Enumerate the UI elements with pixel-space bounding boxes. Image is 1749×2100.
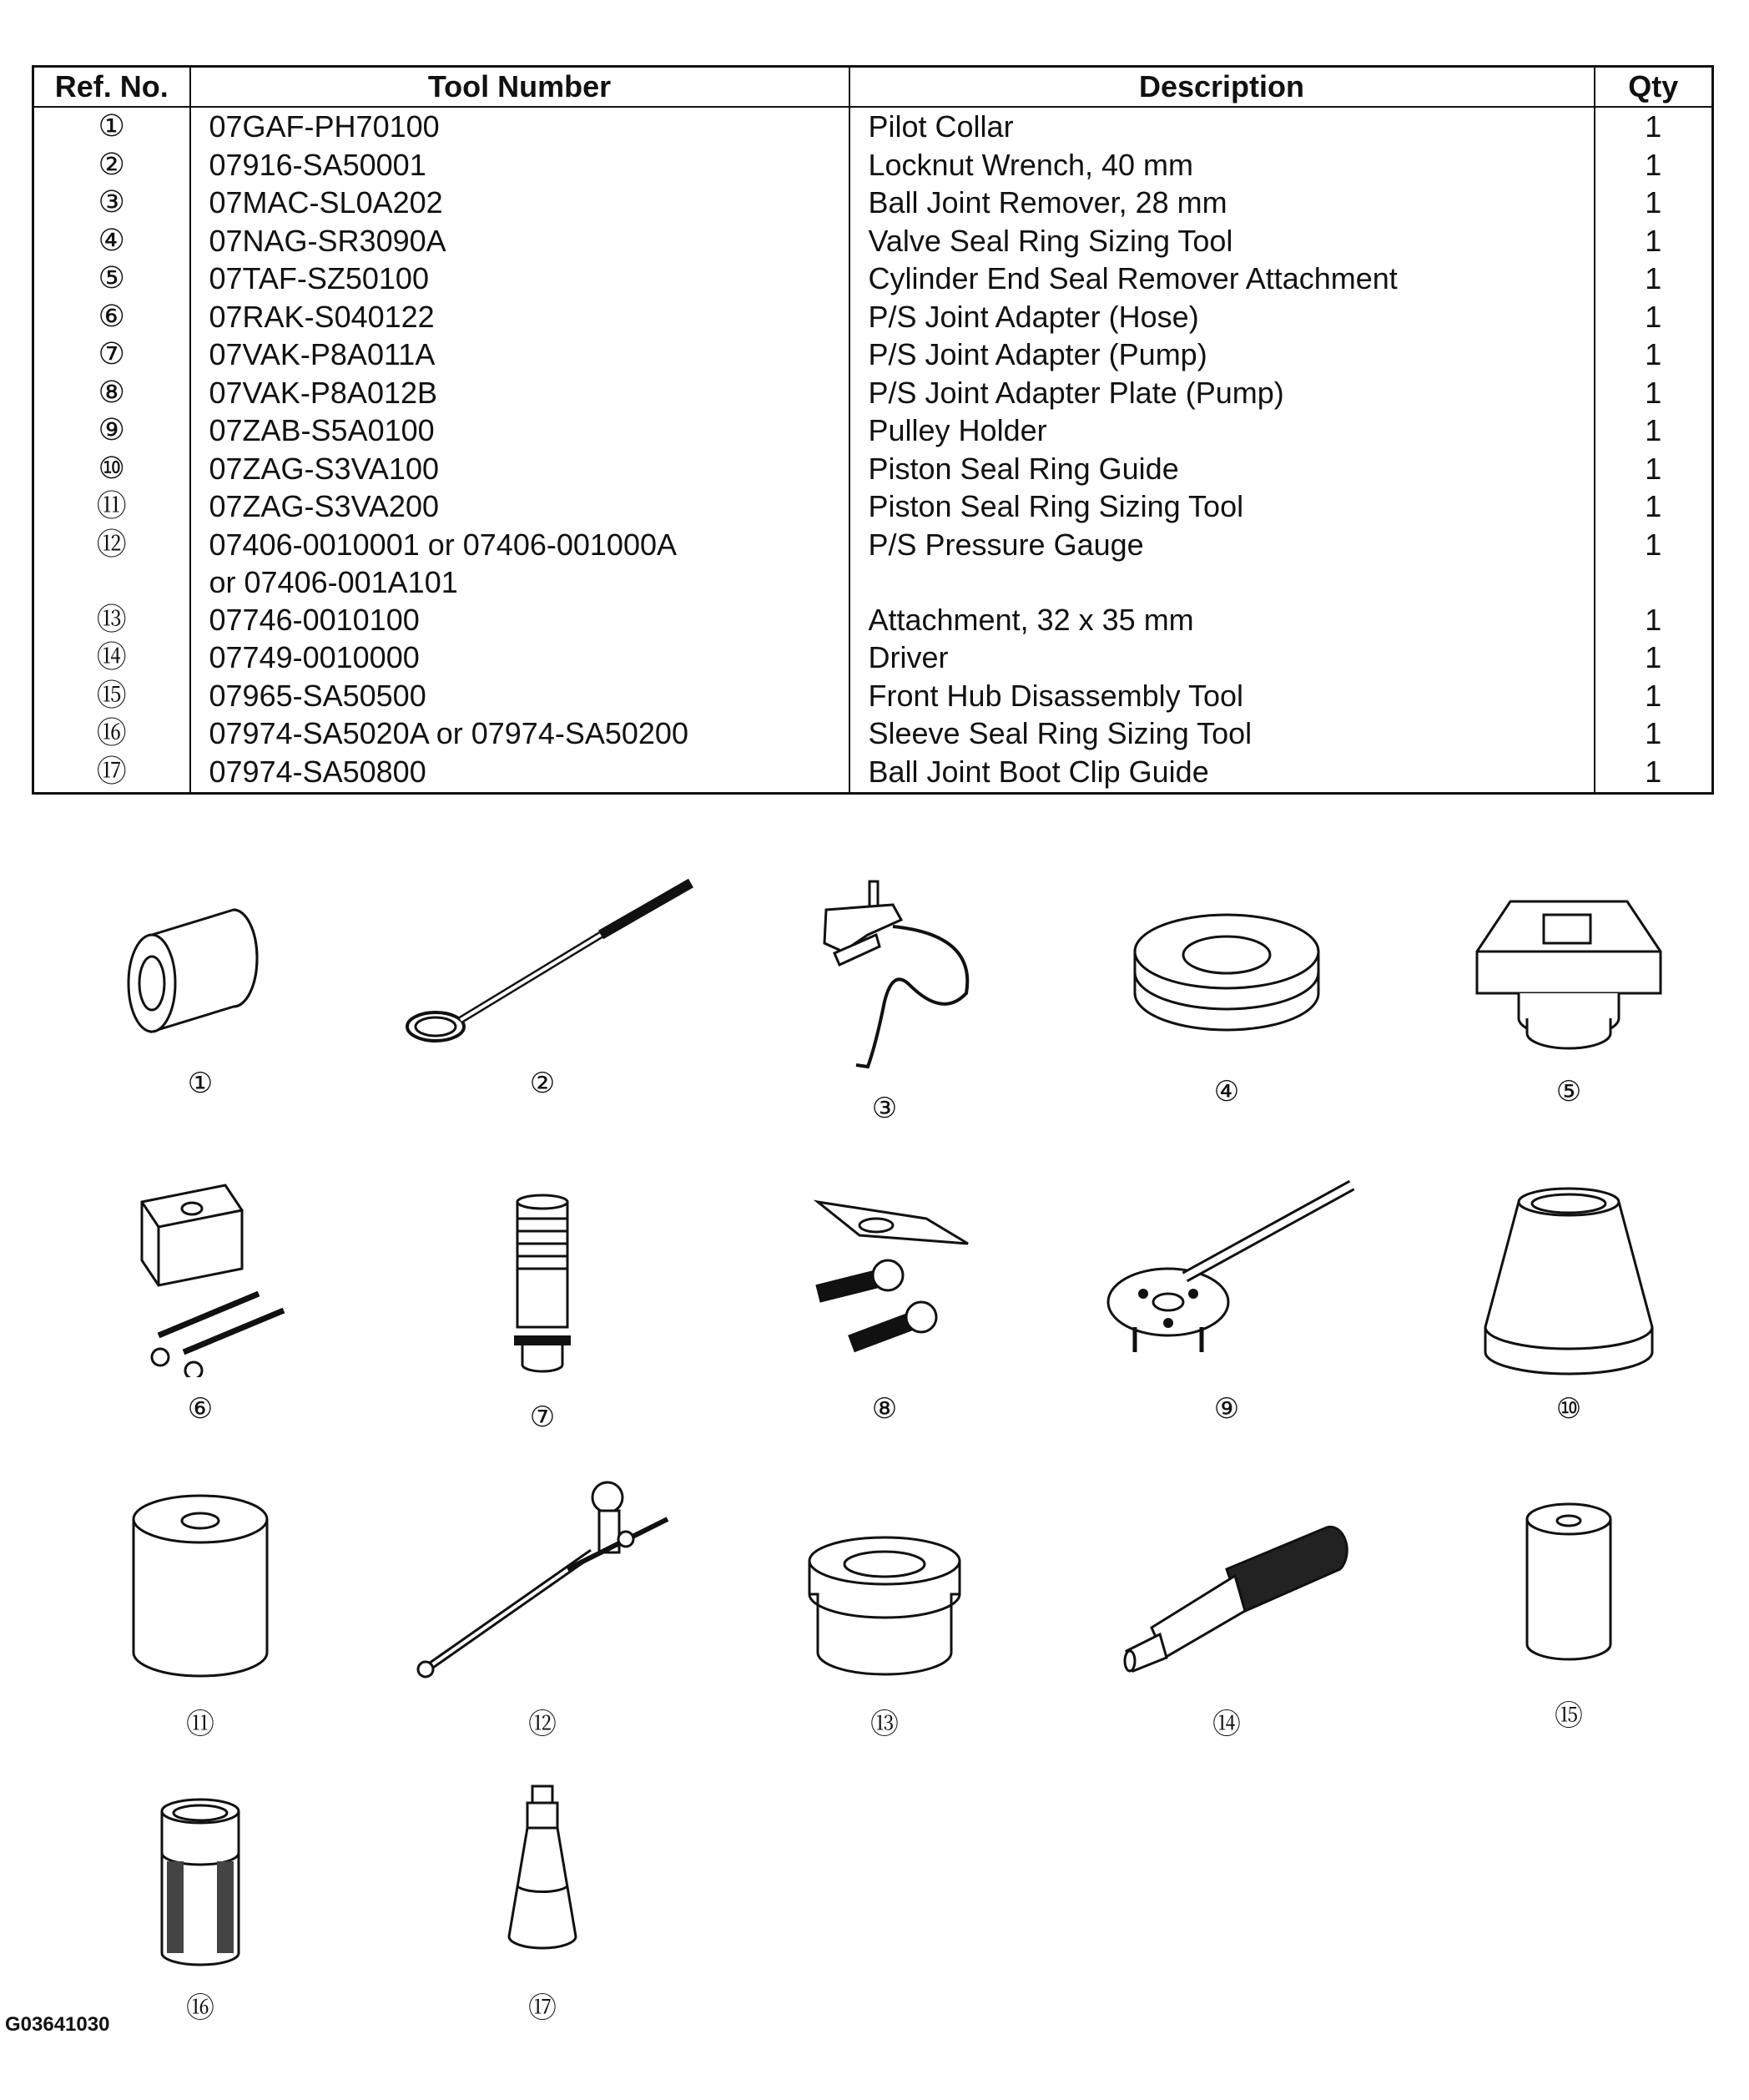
figure-6 [50,1177,350,1426]
figure-number: ⑥ [187,1392,214,1426]
qty: 1 [1595,260,1713,298]
sleeve-seal-ring-sizing-tool-icon [117,1786,284,1970]
description: P/S Joint Adapter (Pump) [849,336,1595,374]
description: Ball Joint Boot Clip Guide [849,753,1595,794]
tool-number: 07NAG-SR3090A [190,222,849,260]
ball-joint-boot-clip-guide-icon [459,1778,626,1970]
qty: 1 [1595,411,1713,450]
table-row [33,374,1713,412]
qty: 1 [1595,107,1713,146]
figure-13 [734,1519,1035,1742]
tool-number: 07MAC-SL0A202 [190,184,849,222]
table-row [33,714,1713,753]
table-row [33,184,1713,222]
ref-no: ⑫ [33,526,190,601]
piston-seal-ring-guide-icon [1469,1177,1669,1377]
ref-no: ⑥ [33,298,190,336]
table-row [33,601,1713,639]
special-tools-table [32,65,1714,795]
figure-11 [50,1486,350,1742]
tool-number: 07GAF-PH70100 [190,107,849,146]
description: P/S Joint Adapter Plate (Pump) [849,374,1595,412]
tool-number: 07RAK-S040122 [190,298,849,336]
qty: 1 [1595,222,1713,260]
ref-no: ⑪ [33,487,190,526]
pilot-collar-icon [100,885,300,1052]
qty: 1 [1595,526,1713,601]
figure-8 [734,1185,1035,1426]
figure-number: ① [187,1067,214,1100]
figure-5 [1419,885,1719,1108]
tool-number: 07ZAB-S5A0100 [190,411,849,450]
driver-icon [1101,1511,1352,1686]
cylinder-end-seal-remover-icon [1460,885,1677,1060]
table-header-row [33,67,1713,108]
figure-number: ⑤ [1555,1075,1582,1108]
tool-number: 07974-SA5020A or 07974-SA50200 [190,714,849,753]
table-row [33,298,1713,336]
ref-no: ⑮ [33,677,190,715]
ref-no: ⑦ [33,336,190,374]
figure-14 [1076,1511,1377,1742]
qty: 1 [1595,753,1713,794]
figure-3 [734,876,1035,1125]
description: Sleeve Seal Ring Sizing Tool [849,714,1595,753]
tool-number: 07TAF-SZ50100 [190,260,849,298]
ref-no: ⑯ [33,714,190,753]
front-hub-disassembly-tool-icon [1485,1494,1652,1678]
figure-4 [1076,893,1377,1108]
piston-seal-ring-sizing-tool-icon [100,1486,300,1686]
figure-7 [392,1185,693,1434]
table-row [33,639,1713,677]
tool-number: 07974-SA50800 [190,753,849,794]
header-description: Description [849,67,1595,108]
tool-number: 07ZAG-S3VA100 [190,450,849,488]
description: Valve Seal Ring Sizing Tool [849,222,1595,260]
header-ref-no: Ref. No. [33,67,190,108]
table-row [33,107,1713,146]
figure-16 [50,1786,350,2026]
qty: 1 [1595,677,1713,715]
tool-number: 07746-0010100 [190,601,849,639]
ps-joint-adapter-plate-icon [776,1185,993,1377]
table-row [33,222,1713,260]
qty: 1 [1595,450,1713,488]
figure-number: ② [529,1067,556,1100]
ref-no: ④ [33,222,190,260]
locknut-wrench-icon [392,876,709,1052]
tool-number: 07916-SA50001 [190,146,849,184]
ref-no: ⑨ [33,411,190,450]
table-row [33,411,1713,450]
figure-number: ⑦ [529,1401,556,1434]
ref-no: ⑬ [33,601,190,639]
figure-1 [50,885,350,1100]
table-row [33,526,1713,601]
attachment-icon [793,1519,976,1686]
tool-number: 07ZAG-S3VA200 [190,487,849,526]
description: Pulley Holder [849,411,1595,450]
figure-15 [1419,1494,1719,1734]
description: Piston Seal Ring Guide [849,450,1595,488]
description: P/S Pressure Gauge [849,526,1595,601]
ref-no: ⑭ [33,639,190,677]
description: Driver [849,639,1595,677]
figure-number: ⑫ [528,1708,557,1741]
figure-17 [392,1778,693,2026]
table-row [33,753,1713,794]
valve-seal-ring-sizing-tool-icon [1118,893,1335,1060]
ref-no: ⑤ [33,260,190,298]
figure-2 [392,876,693,1100]
tool-number-line2: or 07406-001A101 [209,564,458,599]
figure-number: ⑬ [870,1708,899,1741]
tool-number: 07965-SA50500 [190,677,849,715]
qty: 1 [1595,487,1713,526]
figure-number: ④ [1213,1075,1240,1108]
table-row [33,450,1713,488]
description: Pilot Collar [849,107,1595,146]
qty: 1 [1595,601,1713,639]
ref-no: ① [33,107,190,146]
ref-no: ⑧ [33,374,190,412]
tool-number: 07VAK-P8A011A [190,336,849,374]
ref-no: ⑰ [33,753,190,794]
ball-joint-remover-icon [776,876,993,1077]
ref-no: ② [33,146,190,184]
description: Locknut Wrench, 40 mm [849,146,1595,184]
tool-number-line1: 07406-0010001 or 07406-001000A [209,527,677,562]
header-qty: Qty [1595,67,1713,108]
qty: 1 [1595,714,1713,753]
table-row [33,260,1713,298]
tool-number [190,526,849,601]
qty: 1 [1595,336,1713,374]
ps-joint-adapter-pump-icon [492,1185,592,1386]
figure-number: ⑩ [1555,1392,1582,1426]
ref-no: ⑩ [33,450,190,488]
figure-number: ⑪ [186,1708,214,1741]
ref-no: ③ [33,184,190,222]
description: P/S Joint Adapter (Hose) [849,298,1595,336]
figure-number: ⑰ [528,1991,557,2025]
table-row [33,336,1713,374]
qty: 1 [1595,146,1713,184]
qty: 1 [1595,184,1713,222]
description: Front Hub Disassembly Tool [849,677,1595,715]
figure-number: ⑭ [1212,1708,1241,1741]
tool-number: 07749-0010000 [190,639,849,677]
qty: 1 [1595,639,1713,677]
figure-10 [1419,1177,1719,1426]
ps-joint-adapter-hose-icon [92,1177,309,1377]
qty: 1 [1595,374,1713,412]
pulley-holder-icon [1085,1177,1368,1377]
table-row [33,146,1713,184]
figure-number: ⑧ [871,1392,898,1426]
description: Piston Seal Ring Sizing Tool [849,487,1595,526]
figure-number: ③ [871,1092,898,1125]
header-tool-number: Tool Number [190,67,849,108]
ps-pressure-gauge-icon [401,1477,684,1686]
figure-code: G03641030 [5,2013,110,2036]
figure-12 [392,1477,693,1742]
description: Cylinder End Seal Remover Attachment [849,260,1595,298]
figure-number: ⑨ [1213,1392,1240,1426]
figure-9 [1076,1177,1377,1426]
table-row [33,677,1713,715]
qty: 1 [1595,298,1713,336]
description: Attachment, 32 x 35 mm [849,601,1595,639]
figure-number: ⑮ [1555,1699,1583,1733]
description: Ball Joint Remover, 28 mm [849,184,1595,222]
tool-number: 07VAK-P8A012B [190,374,849,412]
figure-number: ⑯ [186,1991,214,2025]
table-row [33,487,1713,526]
